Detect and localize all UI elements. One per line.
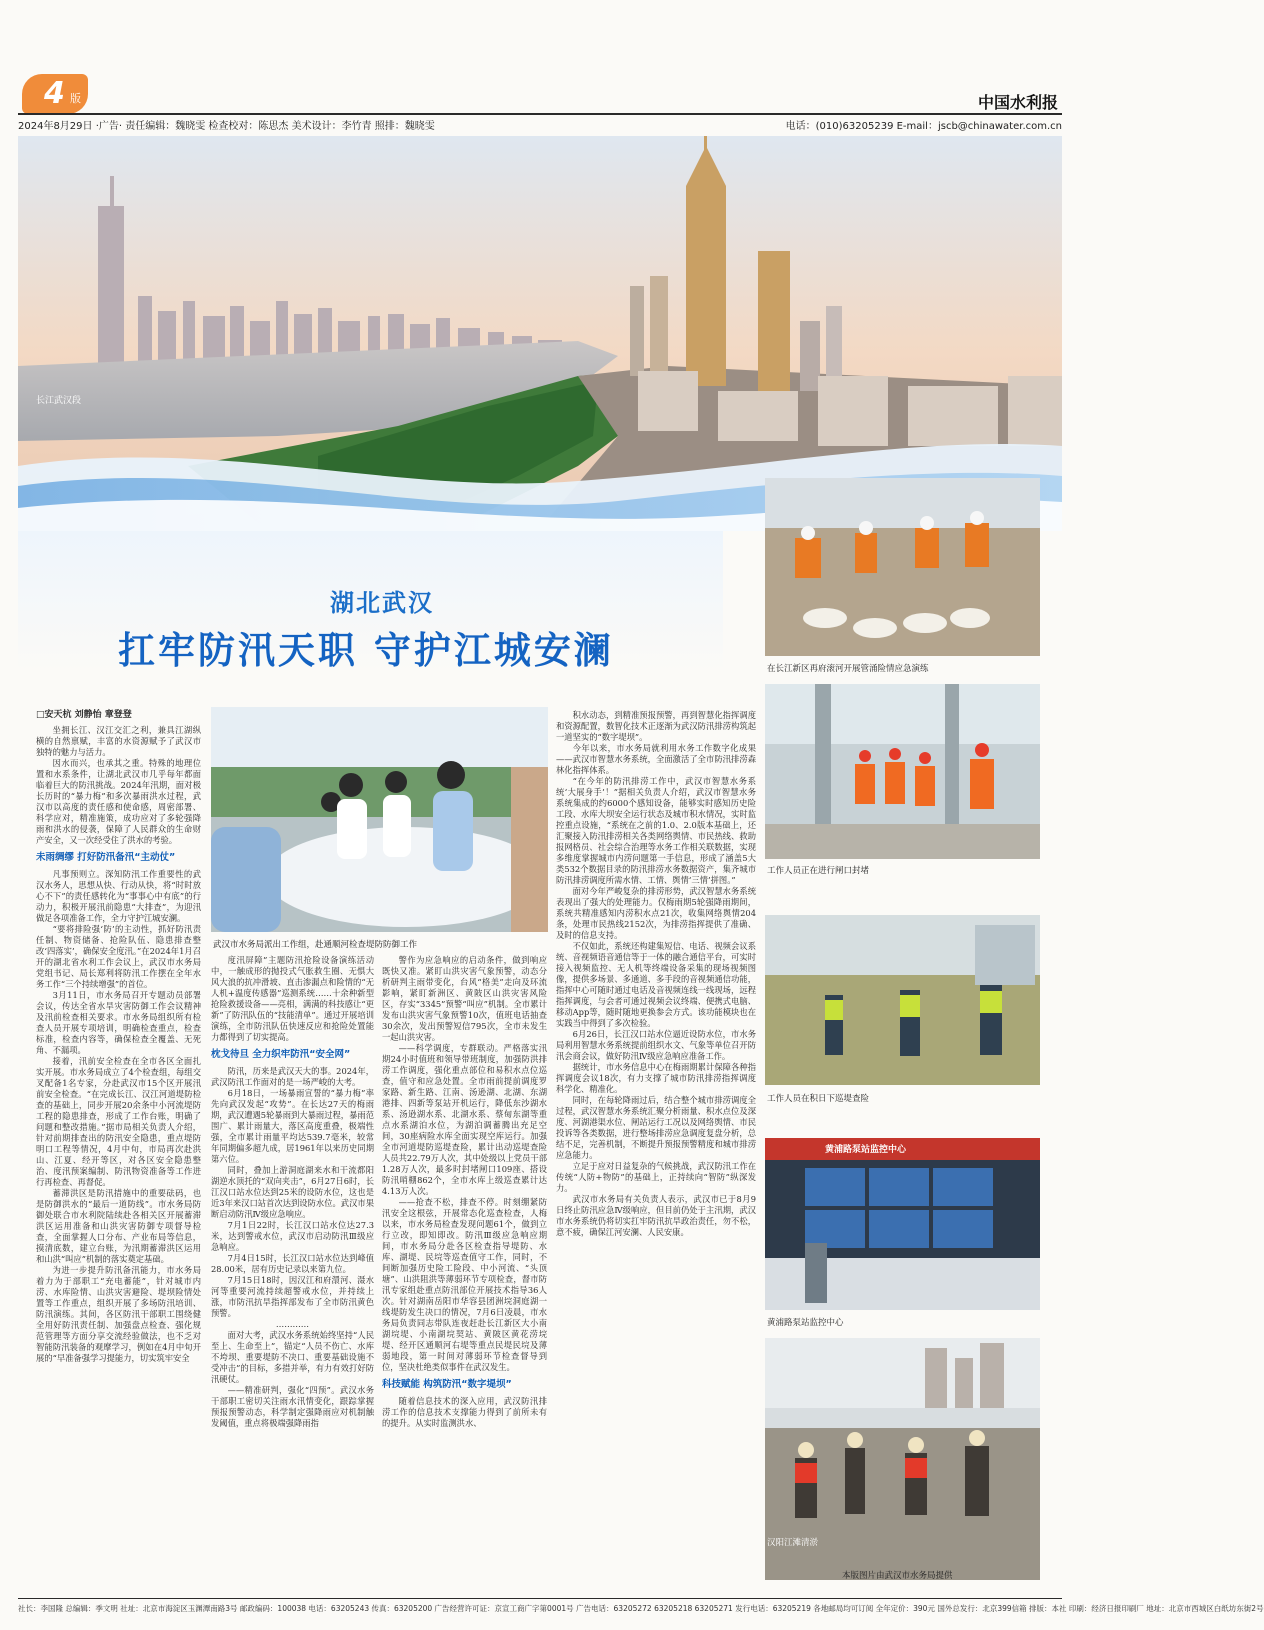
col4-para: 不仅如此，系统还构建集短信、电话、视频会议系统、音视频语音通信等于一体的融合通信平台，可实时接入视频监控、无人机等终端设备采集的现场视频图像，提供多场景、多通道、多手段的音视频通信功能，指挥中心可随时通过电话及音视频连线一线现场，远程指挥调度，与会者可通过视频会议终端、便携式电脑、移动App等，随时随地更换参会方式。该功能模块也在实践当中得到了多次检验。 (556, 941, 756, 1028)
photo-caption-right2: 工作人员正在进行闸口封堵 (767, 866, 870, 876)
col2-para: 度汛屏障”主题防汛抢险设备演练活动中，一触成形的抛投式气胀救生圈、无惧大风大浪的抗冲滑坡、直击渗漏点和险情的“无人机+温度传感器”巡测系统……十余种新型抢险救援设备——亮相，满满的科技感让“更新”了防汛队伍的“技能清单”。通过开展培训演练，全市防汛队伍快速反应和抢险处置能力都得到了切实提高。 (211, 955, 374, 1042)
editorial-credits: 2024年8月29日 ·广告· 责任编辑：魏晓雯 检查校对：陈思杰 美术设计：李竹青 照排：魏晓雯 (18, 121, 435, 132)
col3-para: ——抢查不松，排查不停。时刻绷紧防汛安全这根弦，开展常态化巡查检查，人梅以来，市水务局检查发现问题61个，做到立行立改，即知即改。防汛Ⅲ级应急响应期间，市水务局分赴各区检查指导堤防、水库、湖堤、民垸等巡查值守工作，同时，不间断加强历史险工险段、中小河流、“头顶塘”、山洪阻洪等薄弱环节专项检查，督市防汛专家组赴重点防汛部位开展技术指导36人次。针对湖南岳阳市华容县团洲垸洞庭湖一线堤防发生决口的情况，7月6日凌晨，市水务局负责同志带队连夜赶赴长江新区大小南湖垸堤、小南湖垸契站、黄陂区黄花涝垸堤、经开区通顺河右堤等重点民堤民垸及薄弱地段，第一时间对薄弱环节检查督导到位，坚决杜绝类似事件在武汉发生。 (382, 1197, 547, 1372)
hero-skyline-photo (18, 136, 1062, 531)
section-break: ………… (275, 1319, 310, 1329)
section-heading-1: 未雨绸缪 打好防汛备汛“主动仗” (36, 852, 176, 863)
section-heading-3: 科技赋能 构筑防汛“数字堤坝” (382, 1379, 512, 1390)
newspaper-name: 中国水利报 (977, 93, 1058, 112)
col2-para: 7月4日15时，长江汉口站水位达到峰值28.00米，居有历史记录以来第九位。 (211, 1253, 374, 1274)
page-number: 4 (44, 76, 65, 111)
col2-para: 6月18日，一场暴雨宣誓的“暴力梅”率先向武汉发起“攻势”。在长达27天的梅雨期，武汉遭遇5轮暴雨到大暴雨过程，暴雨范围广、累计雨量大，落区高度重叠，极端性强，全市累计雨量平均达539.7毫米，较常年同期偏多超九成，居1961年以来历史同期第六位。 (211, 1088, 374, 1164)
col1-para: 蓄滞洪区是防汛措施中的重要砝码，也是防御洪水的“最后一道防线”。市水务局防御处联合市水利院陆续赴各相关区开展蓄滞洪区运用准备和山洪灾害防御专项督导检查，全面掌握人口分布、产业布局等信息，摸清底数，建立台账，为汛期蓄滞洪区运用和山洪“叫应”机制的落实奠定基础。 (36, 1188, 201, 1264)
photo-caption-right3: 工作人员在积日下巡堤查险 (767, 1094, 870, 1104)
photo-drill-sandbags (765, 478, 1040, 656)
col1-para: 为进一步提升防汛备汛能力，市水务局着力为于部职工“充电蓄能”，针对城市内涝、水库险情、山洪灾害避险、堤坝险情处置等工作重点，组织开展了多场防汛培训、防汛演练。其间，各区防汛干部职工围绕健全用好防汛责任制、加强盘点检查、强化规范管理等方面分享交流经验做法，也不乏对智能防汛装备的观摩学习，例如在4月中旬开展的“早准备强学习提能力，切实筑牢安全 (36, 1265, 201, 1363)
photo-caption-center: 武汉市水务局派出工作组，赴通顺河检查堤防防御工作 (213, 940, 418, 950)
photo-floodgate-sealing (765, 684, 1040, 859)
article-column-3 (382, 955, 547, 1595)
photo-caption-right4: 黄浦路泵站监控中心 (767, 1318, 844, 1328)
headline: 扛牢防汛天职 守护江城安澜 (118, 629, 614, 672)
col1-para: 接着，汛前安全检查在全市各区全面扎实开展。市水务局成立了4个检查组，每组交叉配备1名专家，分赴武汉市15个区开展汛前安全检查。“在完成长江、汉江河道堤防检查的基础上，同步开展20余条中小河流堤防工程的隐患排查，形成了工作台账，明确了问题和整改措施。”据市局相关负责人介绍，针对前期排查出的防汛安全隐患，重点堤防明口工程等情况，4月中旬，市局再次赴洪山、江夏、经开等区，对各区安全隐患整治、度汛预案编制、防汛物资准备等工作进行再检查、再督促。 (36, 1056, 201, 1187)
col2-para: 防汛，历来是武汉天大的事。2024年，武汉防汛工作面对的是一场严峻的大考。 (211, 1066, 374, 1087)
col4-para: 立足于应对日益复杂的气候挑战，武汉防汛工作在传统“人防+物防”的基础上，正持续向“智防”纵深发力。 (556, 1161, 756, 1193)
photo-levee-patrol (765, 915, 1040, 1085)
col2-para: 同时，叠加上游洞庭湖来水和干流都阳湖逆水顶托的“双向夹击”，6月27日6时，长江汉口站水位达到25米的设防水位，这也是近3年来汉口站首次达到设防水位。武汉市果断启动防汛Ⅳ级应急响应。 (211, 1165, 374, 1219)
page-suffix: 版 (70, 92, 81, 105)
photo-caption-right5: 汉阳江滩清淤 (767, 1538, 819, 1548)
byline: □安天杭 刘静怡 章登登 (36, 710, 132, 720)
col1-para: 3月11日，市水务局召开专题动员部署会议，传达全省水旱灾害防御工作会议精神及汛前检查相关要求。市水务局组织所有检查人员开展专项培训，明确检查重点，检查标准，检查内容等，确保检查全覆盖、无死角、不漏项。 (36, 990, 201, 1055)
col1-para: 坐拥长江、汉江交汇之利，兼具江湖纵横的自然禀赋，丰富的水资源赋予了武汉市独特的魅力与活力。 (36, 725, 201, 757)
hero-caption: 长江武汉段 (36, 396, 82, 406)
pump-station-sign: 黄浦路泵站监控中心 (825, 1145, 907, 1155)
article-column-2 (211, 955, 374, 1595)
contact-info: 电话：(010)63205239 E-mail：jscb@chinawater.com.cn (785, 121, 1062, 132)
page-number-badge (22, 74, 88, 114)
col1-para: 因水而兴，也承其之重。特殊的地理位置和水系条件，让湖北武汉市几乎每年都面临着巨大的防汛挑战。2024年汛期，面对极长历时的“暴力梅”和多次暴雨洪水过程，武汉市以高度的责任感和使命感，周密部署、科学应对，精准施策，成功应对了多轮强降雨和洪水的侵袭，保障了人民群众的生命财产安全，又一次经受住了洪水的考验。 (36, 758, 201, 845)
col4-para: 面对今年严峻复杂的排涝形势，武汉智慧水务系统表现出了强大的处理能力。仅梅雨期5轮强降雨期间，系统共精准感知内涝积水点21次，收集网络舆情204条，处理市民热线2152次，为排涝指挥提供了准确、及时的信息支持。 (556, 886, 756, 940)
footer-rule (18, 1598, 1062, 1599)
col2-para: 面对大考，武汉水务系统始终坚持“人民至上、生命至上”，锚定“人员不伤亡、水库不垮坝、重要堤防不决口、重要基础设施不受冲击”的目标，多措并举，有力有效打好防汛硬仗。 (211, 1330, 374, 1384)
col4-para: 据统计，市水务信息中心在梅雨期累计保障各种指挥调度会议18次，有力支撑了城市防汛排涝指挥调度科学化、精准化。 (556, 1062, 756, 1094)
publisher-footer: 社长：李国隆 总编辑：季文明 社址：北京市海淀区玉渊潭南路3号 邮政编码：100038 电话：63205243 传真：63205200 广告经营许可证：京宣工商广字第0001号 广告电话：63205272 63205218 63205271 发行电话：63205219 各地邮局均可订阅 全年定价：390元 国外总发行：北京399信箱 排版：本社 印刷：经济日报印刷厂 地址：北京市西城区白纸坊东街2号 (18, 1604, 1264, 1613)
col3-para: ——科学调度，专群联动。严格落实汛期24小时值班和领导带班制度，加强防洪排涝工作调度，强化重点部位和易积水点位巡查，值守和应急处置。全市雨前提前调度罗家路、新生路、江南、汤逊湖、北湖、东湖港排、四新等泵站开机运行，降低东沙湖水系、汤逊湖水系、北湖水系、蔡甸东湖等重点水系湖泊水位，为湖泊调蓄腾出充足空间，30座病险水库全面实现空库运行。加强全市河道堤防巡堤查险，累计出动巡堤查险人员共22.79万人次，其中处级以上党员干部1.28万人次，最多时封堵闸口109座、搭设防汛哨棚862个，全市水库上级巡查累计达4.13万人次。 (382, 1043, 547, 1196)
col4-para: 积水动态，到精准预报预警，再到智慧化指挥调度和资源配置，数智化技术正逐渐为武汉防汛排涝构筑起一道坚实的“数字堤坝”。 (556, 710, 756, 742)
col3-para: 警作为应急响应的启动条件，做到响应既快又准。紧盯山洪灾害气象预警，动态分析研判主雨带变化，台风“格美”走向及环流影响，紧盯新洲区、黄陂区山洪灾害风险区，存实“3345”预警“叫应”机制。全市累计发布山洪灾害气象预警10次，值班电话抽查30余次，发出预警短信795次，全市未发生一起山洪灾害。 (382, 955, 547, 1042)
photo-pump-station-control (765, 1138, 1040, 1310)
col2-para: ——精准研判，强化“四预”。武汉水务干部职工密切关注雨水汛情变化，跟踪掌握预报预警动态，科学制定强降雨应对机制触发阈值，重点将极端强降雨指 (211, 1385, 374, 1428)
col1-para: “要将排险强‘防’的主动性，抓好防汛责任制、物资储备、抢险队伍、隐患排查整改‘四落实’，确保安全度汛。”在2024年1月召开的湖北省水利工作会议上，武汉市水务局党组书记、局长郑利将防汛工作摆在全年水务工作“三个持续增强”的首位。 (36, 924, 201, 989)
article-column-4 (556, 710, 756, 1595)
meta-bar (18, 117, 1062, 133)
col4-para: 6月26日，长江汉口站水位逼近设防水位，市水务局利用智慧水务系统提前组织水文、气象等单位召开防汛会商会议，做好防汛Ⅳ级应急响应准备工作。 (556, 1029, 756, 1061)
col4-para: “在今年的防汛排涝工作中，武汉市智慧水务系统‘大展身手’！”据相关负责人介绍，武汉市智慧水务系统集成的约6000个感知设备，能够实时感知历史险工段、水库大坝安全运行状态及城市积水情况，实时监控重点设施，“系统在之前的1.0、2.0版本基础上，还汇聚接入防汛排涝相关各类网络舆情、市民热线、救助报网格员、社会综合治理等水务工作相关联数据，实现多维度掌握城市内涝问题第一手信息，形成了涵盖5大类532个数据目录的防汛排涝水务数据资产，集齐城市防汛排涝调度所需水情、工情、舆情‘三情’拼图。” (556, 776, 756, 885)
col1-para: 凡事预则立。深知防汛工作重要性的武汉水务人，思想从快、行动从快，将“时时放心不下”的责任感转化为“事事心中有底”的行动力，积极开展汛前隐患“大排查”，为迎汛做足各项准备工作，全力守护江城安澜。 (36, 869, 201, 923)
photo-work-team-inspection (211, 707, 548, 932)
col3-para: 随着信息技术的深入应用，武汉防汛排涝工作的信息技术支撑能力得到了前所未有的提升。从实时监测洪水、 (382, 1396, 547, 1428)
col4-para: 同时，在每轮降雨过后，结合整个城市排涝调度全过程，武汉智慧水务系统汇聚分析雨量、积水点位及深度、河湖港渠水位、闸站运行工况以及网络舆情、市民投诉等各类数据，进行整场排涝应急调度复盘分析，总结不足，完善机制，不断提升预报预警精度和城市排涝应急能力。 (556, 1095, 756, 1160)
col4-para: 今年以来，市水务局就利用水务工作数字化成果——武汉市智慧水务系统，全面激活了全市防汛排涝森林化指挥体系。 (556, 743, 756, 775)
col2-para: 7月1日22时，长江汉口站水位达27.3米，达到警戒水位，武汉市启动防汛Ⅲ级应急响应。 (211, 1220, 374, 1252)
col4-para: 武汉市水务局有关负责人表示，武汉市已于8月9日终止防汛应急Ⅳ级响应，但目前仍处于主汛期，武汉市水务系统仍将切实扛牢防汛抗旱政治责任，勿不松，意不疲，确保江河安澜、人民安康。 (556, 1194, 756, 1237)
col2-para: 7月15日18时，因汉江和府澴河、滠水河等重要河流持续超警戒水位，并持续上涨，市防汛抗旱指挥部发布了全市防汛黄色预警。 (211, 1275, 374, 1318)
photo-credit: 本版图片由武汉市水务局提供 (842, 1571, 953, 1581)
article-column-1 (36, 710, 201, 1595)
headline-kicker: 湖北武汉 (330, 589, 434, 617)
photo-caption-right1: 在长江新区再府滚河开展管涌险情应急演练 (767, 664, 929, 674)
header-rule (18, 113, 1062, 115)
section-heading-2: 枕戈待旦 全力织牢防汛“安全网” (211, 1049, 351, 1060)
